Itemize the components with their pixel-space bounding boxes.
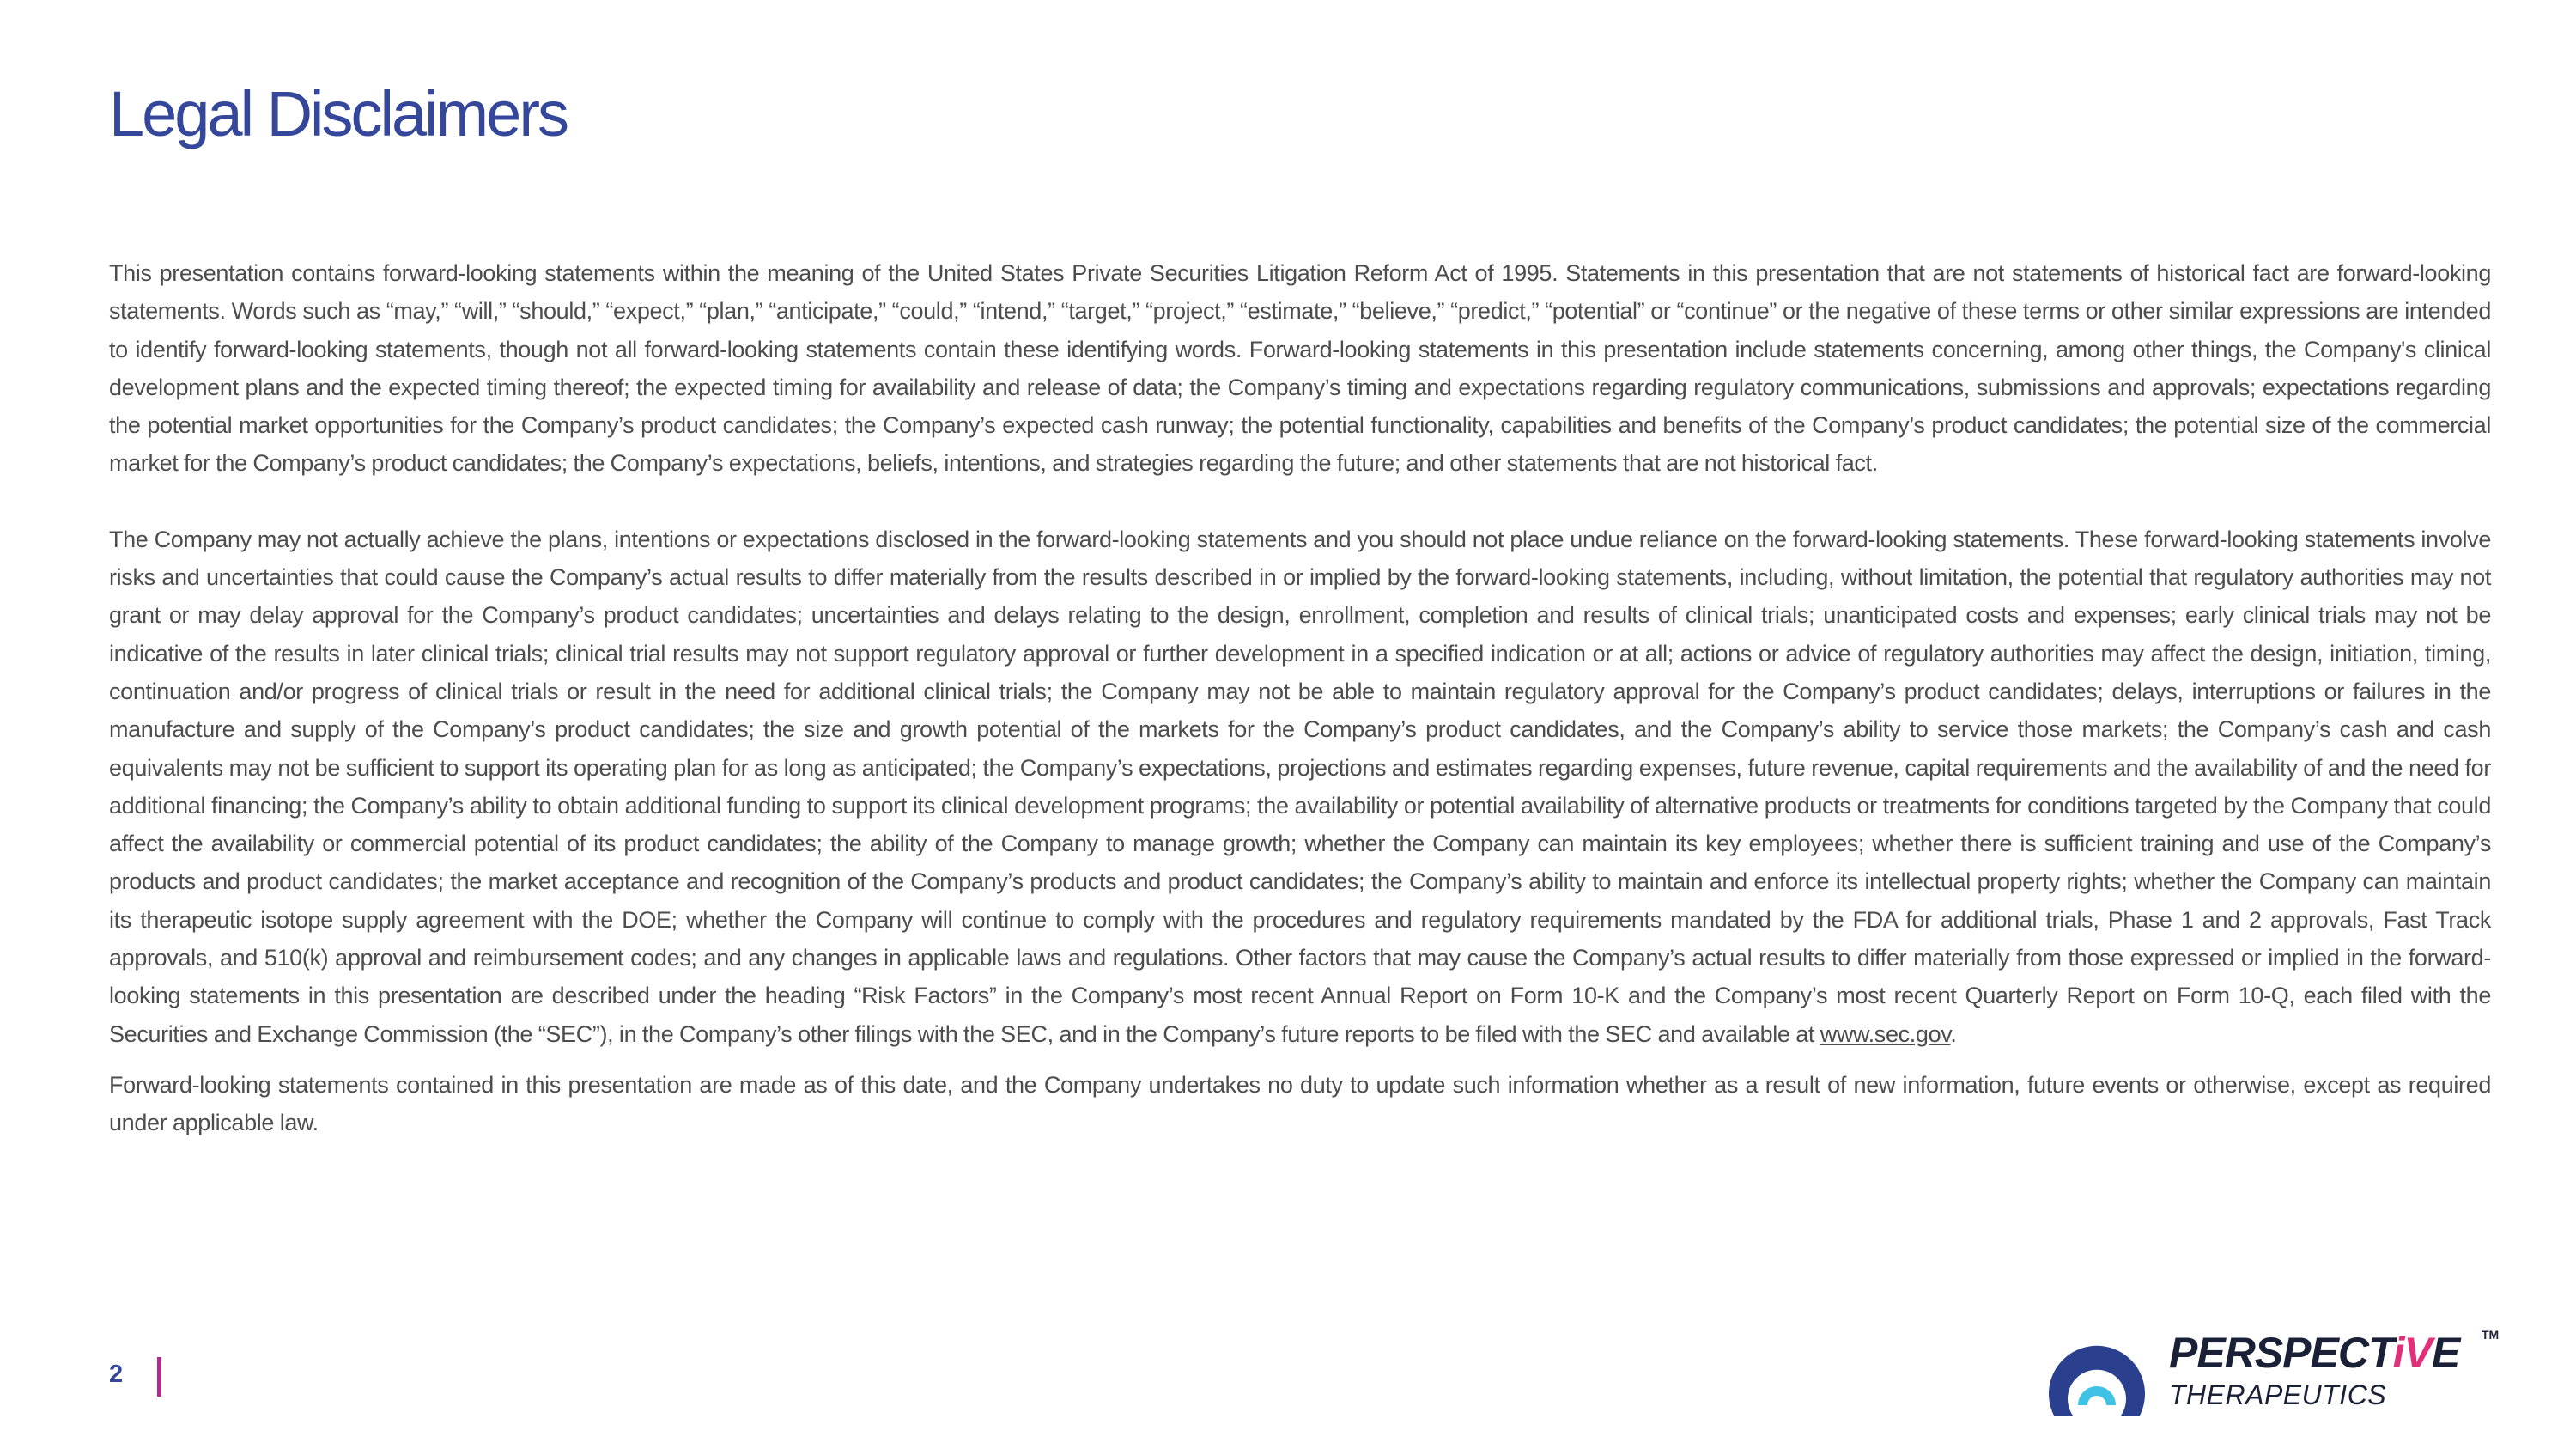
logo-trademark: TM bbox=[2482, 1328, 2500, 1342]
logo-word-accent: iV bbox=[2392, 1329, 2432, 1377]
logo-word-end: E bbox=[2431, 1329, 2460, 1377]
perspective-logo-mark-icon bbox=[2044, 1323, 2150, 1426]
logo-subtitle: THERAPEUTICS bbox=[2169, 1379, 2387, 1410]
logo-word-main: PERSPECT bbox=[2169, 1329, 2393, 1377]
disclaimer-body bbox=[109, 254, 2491, 1142]
disclaimer-paragraph-2-text: The Company may not actually achieve the plans, intentions or expectations disclosed in the forward-looking statements and you should not place undue reliance on the forward-looking statements. These forward-looking statements involve risks and uncertainties that could cause the Company’s actual results to differ materially from the results described in or implied by the forward-looking statements, including, without limitation, the potential that regulatory authorities may not grant or may delay approval for the Company’s product candidates; uncertainties and delays relating to the design, enrollment, completion and results of clinical trials; unanticipated costs and expenses; early clinical trials may not be indicative of the results in later clinical trials; clinical trial results may not support regulatory approval or further development in a specified indication or at all; actions or advice of regulatory authorities may affect the design, initiation, timing, continuation and/or progress of clinical trials or result in the need for additional clinical trials; the Company may not be able to maintain regulatory approval for the Company’s product candidates; delays, interruptions or failures in the manufacture and supply of the Company’s product candidates; the size and growth potential of the markets for the Company’s product candidates, and the Company’s ability to service those markets; the Company’s cash and cash equivalents may not be sufficient to support its operating plan for as long as anticipated; the Company’s expectations, projections and estimates regarding expenses, future revenue, capital requirements and the availability of and the need for additional financing; the Company’s ability to obtain additional funding to support its clinical development programs; the availability or potential availability of alternative products or treatments for conditions targeted by the Company that could affect the availability or commercial potential of its product candidates; the ability of the Company to manage growth; whether the Company can maintain its key employees; whether there is sufficient training and use of the Company’s products and product candidates; the market acceptance and recognition of the Company’s products and product candidates; the Company’s ability to maintain and enforce its intellectual property rights; whether the Company can maintain its therapeutic isotope supply agreement with the DOE; whether the Company will continue to comply with the procedures and regulatory requirements mandated by the FDA for additional trials, Phase 1 and 2 approvals, Fast Track approvals, and 510(k) approval and reimbursement codes; and any changes in applicable laws and regulations. Other factors that may cause the Company’s actual results to differ materially from those expressed or implied in the forward-looking statements in this presentation are described under the heading “Risk Factors” in the Company’s most recent Annual Report on Form 10-K and the Company’s most recent Quarterly Report on Form 10-Q, each filed with the Securities and Exchange Commission (the “SEC”), in the Company’s other filings with the SEC, and in the Company’s future reports to be filed with the SEC and available at bbox=[109, 526, 2491, 1047]
disclaimer-paragraph-2 bbox=[109, 521, 2491, 1053]
slide-title: Legal Disclaimers bbox=[109, 78, 567, 149]
page-number-divider bbox=[157, 1357, 161, 1397]
logo-wordmark bbox=[2169, 1328, 2459, 1378]
sec-website-link[interactable]: www.sec.gov bbox=[1820, 1020, 1951, 1047]
company-logo bbox=[2044, 1323, 2500, 1426]
disclaimer-paragraph-3: Forward-looking statements contained in this presentation are made as of this date, and the Company undertakes no duty to update such information whether as a result of new information, future events or otherwise, except as required under applicable law. bbox=[109, 1071, 2491, 1136]
disclaimer-paragraph-1: This presentation contains forward-looking statements within the meaning of the United States Private Securities Litigation Reform Act of 1995. Statements in this presentation that are not statements of historical fact are forward-looking statements. Words such as “may,” “will,” “should,” “expect,” “plan,” “anticipate,” “could,” “intend,” “target,” “project,” “estimate,” “believe,” “predict,” “potential” or “continue” or the negative of these terms or other similar expressions are intended to identify forward-looking statements, though not all forward-looking statements contain these identifying words. Forward-looking statements in this presentation include statements concerning, among other things, the Company's clinical development plans and the expected timing thereof; the expected timing for availability and release of data; the Company’s timing and expectations regarding regulatory communications, submissions and approvals; expectations regarding the potential market opportunities for the Company’s product candidates; the Company’s expected cash runway; the potential functionality, capabilities and benefits of the Company’s product candidates; the potential size of the commercial market for the Company’s product candidates; the Company’s expectations, beliefs, intentions, and strategies regarding the future; and other statements that are not historical fact. bbox=[109, 260, 2491, 477]
disclaimer-paragraph-2-end: . bbox=[1950, 1020, 1957, 1047]
page-number: 2 bbox=[109, 1361, 124, 1388]
